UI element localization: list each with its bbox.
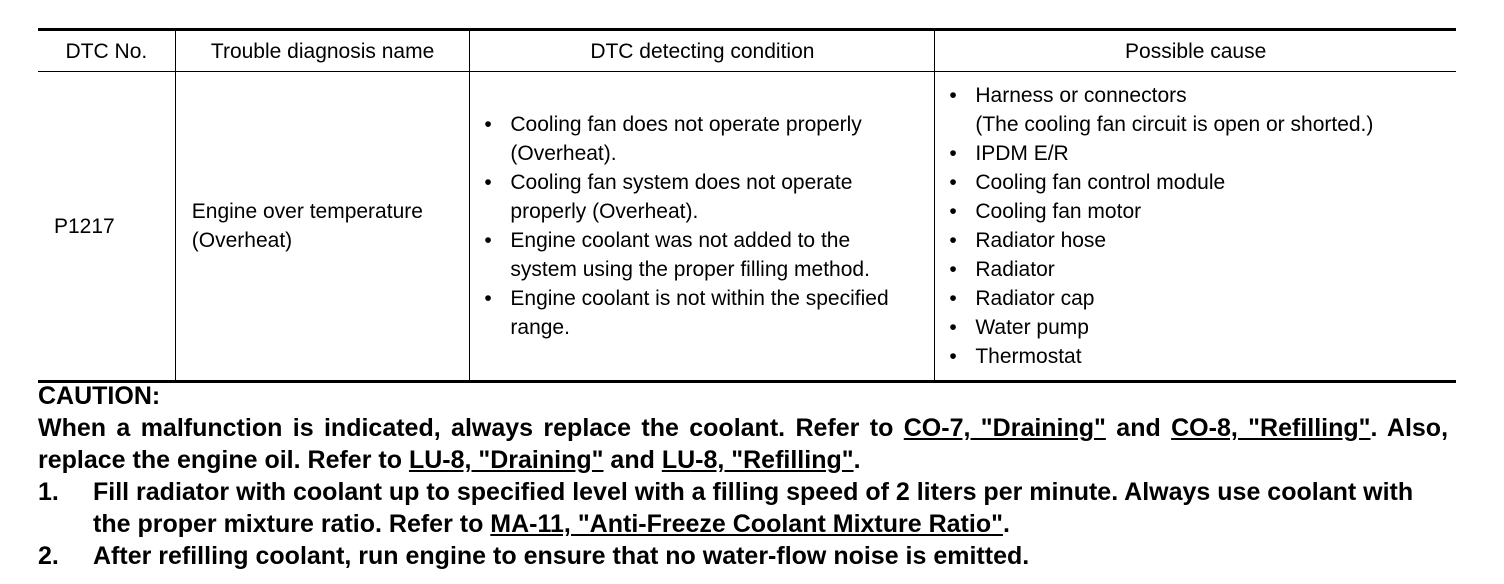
cause-item: [949, 313, 1456, 342]
condition-item: [484, 110, 928, 168]
cause-item: [949, 168, 1456, 197]
header-dtc-no: DTC No.: [38, 30, 175, 72]
cause-item: [949, 139, 1456, 168]
cause-text: Cooling fan motor: [975, 200, 1142, 223]
name-line: Engine over temperature: [191, 200, 423, 223]
cause-text: (The cooling fan circuit is open or shorted.): [975, 113, 1374, 136]
bullet-icon: •: [949, 200, 957, 223]
cause-text: Thermostat: [975, 345, 1082, 368]
bullet-icon: •: [484, 113, 492, 136]
cause-item: [949, 81, 1456, 139]
step-text-end: .: [1002, 510, 1010, 538]
cause-item: [949, 197, 1456, 226]
cell-trouble-diagnosis-name: [175, 72, 470, 382]
caution-text: [38, 412, 1448, 476]
condition-text: properly (Overheat).: [510, 200, 699, 223]
condition-text: Engine coolant is not within the specified: [510, 287, 889, 310]
header-possible-cause: Possible cause: [935, 30, 1456, 72]
link-ma11-coolant-mixture-ratio[interactable]: MA-11, "Anti-Freeze Coolant Mixture Ratio": [490, 510, 1003, 538]
condition-list: [484, 110, 928, 342]
caution-section: [38, 380, 1448, 572]
cause-text: Radiator hose: [975, 229, 1107, 252]
step-text: After refilling coolant, run engine to ensure that no water-flow noise is emitted.: [93, 542, 1030, 570]
bullet-icon: •: [949, 142, 957, 165]
bullet-icon: •: [484, 171, 492, 194]
cause-text: IPDM E/R: [975, 142, 1069, 165]
cause-item: [949, 255, 1456, 284]
cause-text: Harness or connectors: [975, 84, 1187, 107]
cause-item: [949, 226, 1456, 255]
condition-item: [484, 168, 928, 226]
link-co7-draining[interactable]: CO-7, "Draining": [903, 414, 1106, 442]
procedure-step: [38, 540, 1448, 572]
caution-text-part: and: [1105, 414, 1172, 442]
step-text: Fill radiator with coolant up to specified level with a filling speed of 2 liters per minute. Always use coolant with the proper mixture ratio. Refer to: [93, 478, 1414, 538]
table-row: [38, 72, 1456, 382]
bullet-icon: •: [949, 229, 957, 252]
cause-text: Cooling fan control module: [975, 171, 1226, 194]
bullet-icon: •: [949, 316, 957, 339]
step-number: 2.: [38, 542, 59, 570]
link-lu8-draining[interactable]: LU-8, "Draining": [408, 446, 604, 474]
bullet-icon: •: [949, 171, 957, 194]
link-lu8-refilling[interactable]: LU-8, "Refilling": [661, 446, 854, 474]
cell-dtc-detecting-condition: [470, 72, 935, 382]
bullet-icon: •: [949, 258, 957, 281]
header-dtc-detecting-condition: DTC detecting condition: [470, 30, 935, 72]
caution-text-part: . Also, replace the engine oil. Refer to: [38, 414, 1449, 474]
cause-item: [949, 284, 1456, 313]
dtc-table: [38, 28, 1456, 383]
bullet-icon: •: [484, 287, 492, 310]
cause-text: Water pump: [975, 316, 1089, 339]
table-header-row: [38, 30, 1456, 72]
condition-text: (Overheat).: [510, 142, 617, 165]
condition-item: [484, 284, 928, 342]
condition-text: Cooling fan does not operate properly: [510, 113, 862, 136]
caution-title: CAUTION:: [38, 382, 161, 410]
condition-item: [484, 226, 928, 284]
name-line: (Overheat): [191, 229, 293, 252]
link-co8-refilling[interactable]: CO-8, "Refilling": [1171, 414, 1371, 442]
cell-dtc-no: P1217: [38, 72, 175, 382]
cause-text: Radiator: [975, 258, 1055, 281]
bullet-icon: •: [484, 229, 492, 252]
cause-item: [949, 342, 1456, 371]
step-number: 1.: [38, 478, 59, 506]
caution-text-part: and: [603, 446, 662, 474]
condition-text: system using the proper filling method.: [510, 258, 870, 281]
condition-text: Engine coolant was not added to the: [510, 229, 851, 252]
header-trouble-diagnosis-name: Trouble diagnosis name: [175, 30, 470, 72]
caution-text-part: .: [853, 446, 861, 474]
cell-possible-cause: [935, 72, 1456, 382]
procedure-step: [38, 476, 1448, 540]
bullet-icon: •: [949, 287, 957, 310]
condition-text: Cooling fan system does not operate: [510, 171, 853, 194]
cause-list: [949, 81, 1456, 371]
cause-text: Radiator cap: [975, 287, 1095, 310]
bullet-icon: •: [949, 345, 957, 368]
caution-text-part: When a malfunction is indicated, always replace the coolant. Refer to: [38, 414, 904, 442]
bullet-icon: •: [949, 84, 957, 107]
condition-text: range.: [510, 316, 570, 339]
